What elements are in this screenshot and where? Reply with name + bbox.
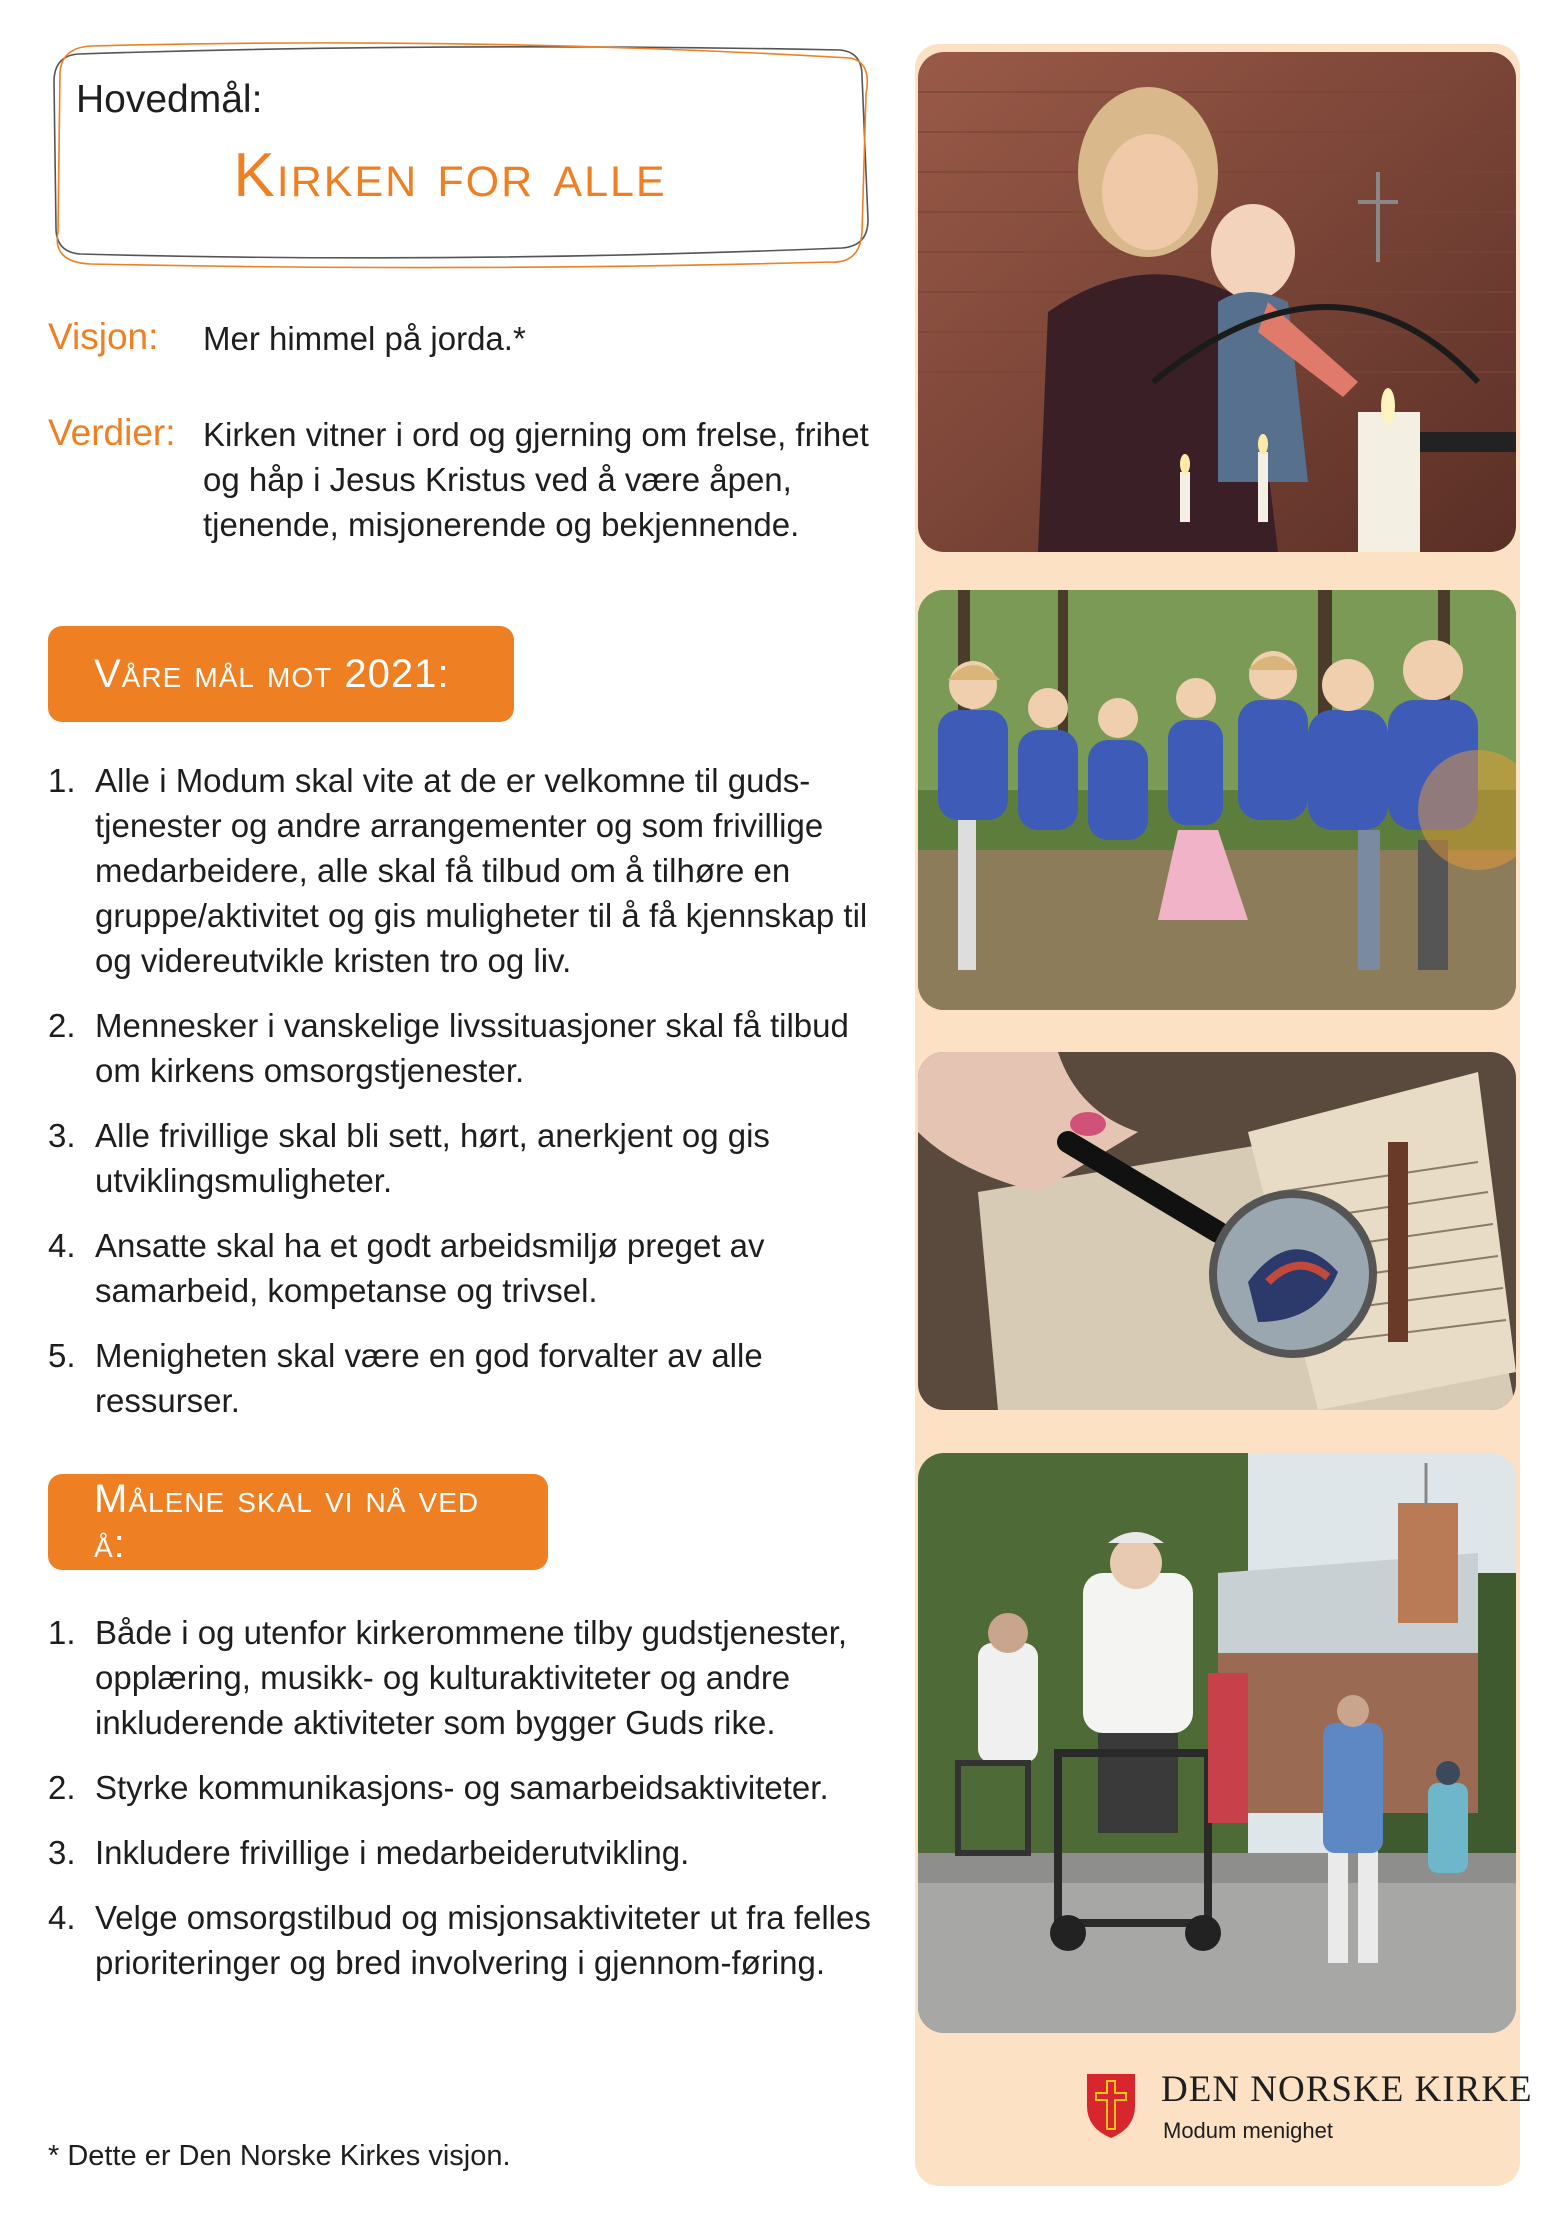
values-row xyxy=(48,412,883,547)
list-item-number: 4. xyxy=(48,1227,76,1264)
photo-book xyxy=(918,1052,1516,1410)
list-item-text: Menigheten skal være en god forvalter av alle ressurser. xyxy=(95,1337,763,1419)
goals-heading xyxy=(48,626,514,722)
list-item-number: 4. xyxy=(48,1899,76,1936)
title-box xyxy=(50,42,870,272)
list-item xyxy=(48,1113,878,1203)
photo-candles xyxy=(918,52,1516,552)
list-item-text: Ansatte skal ha et godt arbeidsmiljø preget av samarbeid, kompetanse og trivsel. xyxy=(95,1227,765,1309)
page-title: Kirken for alle xyxy=(233,141,667,210)
list-item xyxy=(48,1830,878,1875)
values-label: Verdier: xyxy=(48,412,176,453)
list-item-number: 3. xyxy=(48,1834,76,1871)
page-subtitle: Hovedmål: xyxy=(76,78,263,121)
list-item-text: Både i og utenfor kirkerommene tilby gudstjenester, opplæring, musikk- og kulturaktiviteter og andre inkluderende aktiviteter som bygger Guds rike. xyxy=(95,1614,848,1741)
means-heading xyxy=(48,1474,548,1570)
values-text: Kirken vitner i ord og gjerning om frelse, frihet og håp i Jesus Kristus ved å være åpen, tjenende, misjonerende og bekjennende. xyxy=(203,416,869,543)
vision-row xyxy=(48,316,883,361)
photo-walkers xyxy=(918,1453,1516,2033)
list-item xyxy=(48,1223,878,1313)
brand-parish: Modum menighet xyxy=(1163,2118,1333,2143)
means-heading-text: Målene skal vi nå ved å: xyxy=(94,1477,480,1566)
brand-name: DEN NORSKE KIRKE xyxy=(1161,2069,1533,2110)
list-item-text: Mennesker i vanskelige livssituasjoner skal få tilbud om kirkens omsorgstjenester. xyxy=(95,1007,849,1089)
list-item-text: Styrke kommunikasjons- og samarbeidsaktiviteter. xyxy=(95,1769,829,1806)
list-item-number: 2. xyxy=(48,1769,76,1806)
vision-text: Mer himmel på jorda.* xyxy=(203,320,526,357)
list-item-number: 2. xyxy=(48,1007,76,1044)
list-item-number: 1. xyxy=(48,762,76,799)
church-crest-icon xyxy=(1083,2070,1139,2140)
photo-children xyxy=(918,590,1516,1010)
list-item xyxy=(48,1333,878,1423)
list-item xyxy=(48,1895,878,1985)
brand-logo xyxy=(1083,2066,1533,2156)
goals-list xyxy=(48,758,878,1423)
list-item-number: 1. xyxy=(48,1614,76,1651)
list-item-text: Inkludere frivillige i medarbeiderutvikling. xyxy=(95,1834,690,1871)
means-list xyxy=(48,1610,878,1985)
list-item-text: Velge omsorgstilbud og misjonsaktiviteter ut fra felles prioriteringer og bred involvering i gjennom-føring. xyxy=(95,1899,871,1981)
footnote: * Dette er Den Norske Kirkes visjon. xyxy=(48,2140,511,2172)
list-item xyxy=(48,1765,878,1810)
list-item-text: Alle frivillige skal bli sett, hørt, anerkjent og gis utviklingsmuligheter. xyxy=(95,1117,770,1199)
vision-label: Visjon: xyxy=(48,316,159,357)
list-item xyxy=(48,758,878,983)
goals-heading-text: Våre mål mot 2021: xyxy=(94,651,450,696)
list-item xyxy=(48,1610,878,1745)
list-item-number: 5. xyxy=(48,1337,76,1374)
list-item xyxy=(48,1003,878,1093)
list-item-number: 3. xyxy=(48,1117,76,1154)
list-item-text: Alle i Modum skal vite at de er velkomne til guds-tjenester og andre arrangementer og som frivillige medarbeidere, alle skal få tilbud om å tilhøre en gruppe/aktivitet og gis muligheter til å få kjennskap til og videreutvikle kristen tro og liv. xyxy=(95,762,868,979)
